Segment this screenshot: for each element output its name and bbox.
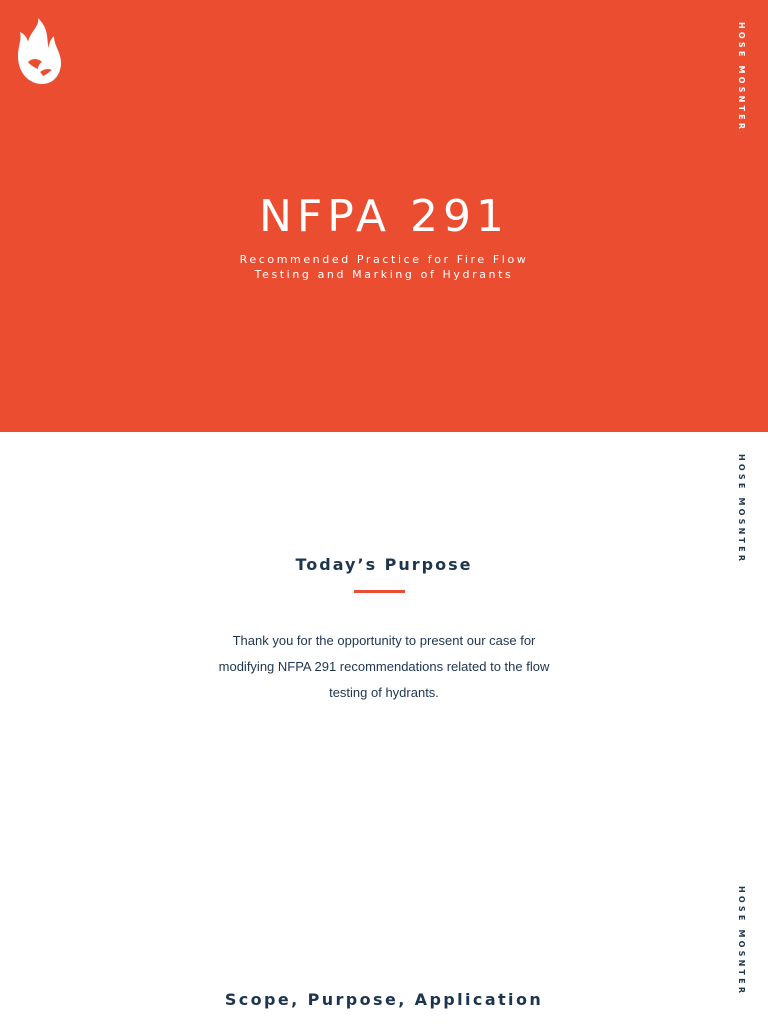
brand-vertical-label: HOSE MOSNTER xyxy=(737,22,746,133)
cover-slide xyxy=(0,0,768,432)
scope-slide xyxy=(0,864,768,1024)
brand-vertical-label: HOSE MOSNTER xyxy=(737,454,746,565)
brand-vertical-label: HOSE MOSNTER xyxy=(737,886,746,997)
flame-logo-icon xyxy=(16,16,62,86)
cover-subtitle: Recommended Practice for Fire Flow Testing and Marking of Hydrants xyxy=(239,253,529,281)
cover-title: NFPA 291 xyxy=(258,191,509,242)
scope-heading: Scope, Purpose, Application xyxy=(224,990,544,1009)
accent-divider xyxy=(354,590,405,593)
purpose-heading: Today’s Purpose xyxy=(295,555,473,574)
purpose-slide xyxy=(0,432,768,864)
purpose-body-text: Thank you for the opportunity to present our case for modifying NFPA 291 recommendations related to the flow testing of hydrants. xyxy=(218,633,550,700)
